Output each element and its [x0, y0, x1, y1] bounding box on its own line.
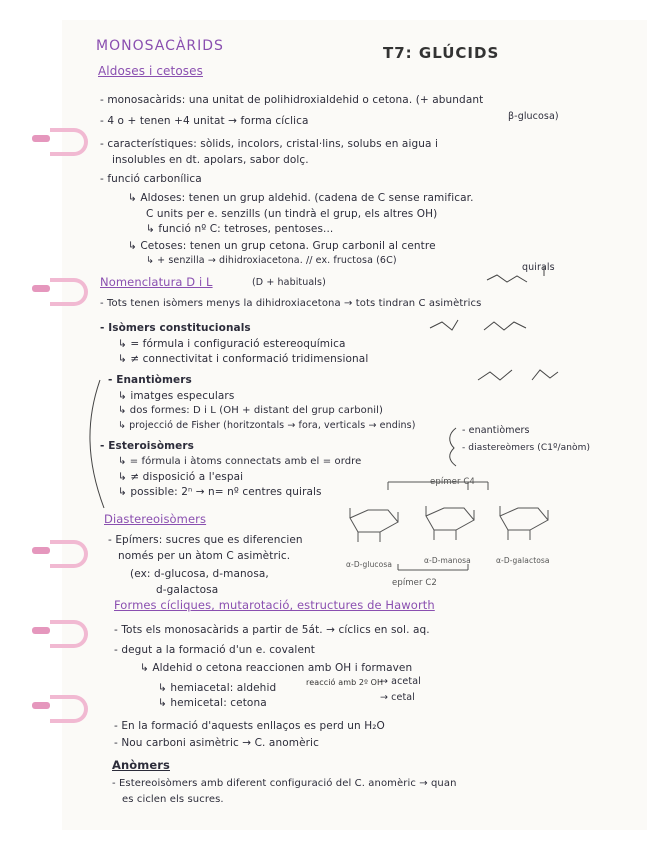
note-line: (ex: d-glucosa, d-manosa,: [130, 568, 269, 580]
note-line: es ciclen els sucres.: [122, 794, 224, 805]
note-line: ↳ hemiacetal: aldehid: [158, 682, 277, 694]
note-line: - degut a la formació d'un e. covalent: [114, 644, 315, 656]
note-line: → cetal: [380, 692, 415, 703]
note-line: ↳ possible: 2ⁿ → n= nº centres quirals: [118, 486, 322, 498]
note-line: ↳ ≠ connectivitat i conformació tridimensional: [118, 353, 369, 365]
note-line: insolubles en dt. apolars, sabor dolç.: [112, 154, 309, 166]
note-line: - En la formació d'aquests enllaços es perd un H₂O: [114, 720, 385, 732]
note-line: ↳ imatges especulars: [118, 390, 235, 402]
note-line: - Tots els monosacàrids a partir de 5át. → cíclics en sol. aq.: [114, 624, 430, 636]
note-line: ↳ Aldoses: tenen un grup aldehid. (cadena de C sense ramificar.: [128, 192, 474, 204]
note-line: ↳ ≠ disposició a l'espai: [118, 471, 244, 483]
section-heading: Anòmers: [112, 758, 170, 772]
note-line: ↳ hemicetal: cetona: [158, 697, 267, 709]
note-line: ↳ = fórmula i àtoms connectats amb el = ordre: [118, 456, 362, 467]
note-line: → acetal: [380, 676, 421, 687]
section-heading: Diastereoisòmers: [104, 512, 207, 526]
section-heading: Formes cícliques, mutarotació, estructures de Haworth: [114, 598, 435, 612]
page-title: T7: GLÚCIDS: [383, 44, 500, 62]
note-line: - monosacàrids: una unitat de polihidroxialdehid o cetona. (+ abundant: [100, 94, 484, 106]
note-line: - Enantiòmers: [108, 374, 192, 386]
note-line: reacció amb 2º OH: [306, 678, 384, 687]
note-line: epímer C2: [392, 578, 437, 588]
note-line: - diastereòmers (C1º/anòm): [462, 443, 591, 453]
note-line: - enantiòmers: [462, 425, 530, 436]
note-line: epímer C4: [430, 477, 475, 487]
note-line: (D + habituals): [252, 277, 326, 288]
note-line: - Epímers: sucres que es diferencien: [108, 534, 303, 546]
note-line: només per un àtom C asimètric.: [118, 550, 291, 562]
note-line: - Isòmers constitucionals: [100, 322, 251, 334]
structure-label: α-D-galactosa: [496, 556, 550, 565]
section-heading: Nomenclatura D i L: [100, 275, 213, 289]
note-line: ↳ + senzilla → dihidroxiacetona. // ex. fructosa (6C): [146, 255, 397, 266]
note-line: ↳ Cetoses: tenen un grup cetona. Grup carbonil al centre: [128, 240, 436, 252]
note-line: - Estereoisòmers amb diferent configuració del C. anomèric → quan: [112, 778, 457, 789]
note-line: - Esteroisòmers: [100, 440, 195, 452]
note-line: C units per e. senzills (un tindrà el grup, els altres OH): [146, 208, 438, 220]
section-heading: Aldoses i cetoses: [98, 64, 203, 78]
note-line: β-glucosa): [508, 111, 559, 122]
page-topic: MONOSACÀRIDS: [96, 38, 224, 54]
note-line: - Nou carboni asimètric → C. anomèric: [114, 737, 319, 749]
note-line: - 4 o + tenen +4 unitat → forma cíclica: [100, 115, 309, 127]
structure-label: α-D-glucosa: [346, 560, 393, 569]
note-line: ↳ dos formes: D i L (OH + distant del grup carbonil): [118, 405, 384, 416]
note-line: - Tots tenen isòmers menys la dihidroxiacetona → tots tindran C asimètrics: [100, 298, 482, 309]
note-line: ↳ Aldehid o cetona reaccionen amb OH i formaven: [140, 662, 413, 674]
note-line: - característiques: sòlids, incolors, cristal·lins, solubs en aigua i: [100, 138, 438, 150]
note-line: ↳ = fórmula i configuració estereoquímica: [118, 338, 346, 350]
note-line: quirals: [522, 262, 555, 273]
structure-label: α-D-manosa: [424, 556, 471, 565]
note-line: ↳ funció nº C: tetroses, pentoses...: [146, 223, 334, 235]
note-line: ↳ projecció de Fisher (horitzontals → fora, verticals → endins): [118, 420, 416, 431]
note-line: d-galactosa: [156, 584, 219, 596]
note-line: - funció carbonílica: [100, 173, 202, 185]
